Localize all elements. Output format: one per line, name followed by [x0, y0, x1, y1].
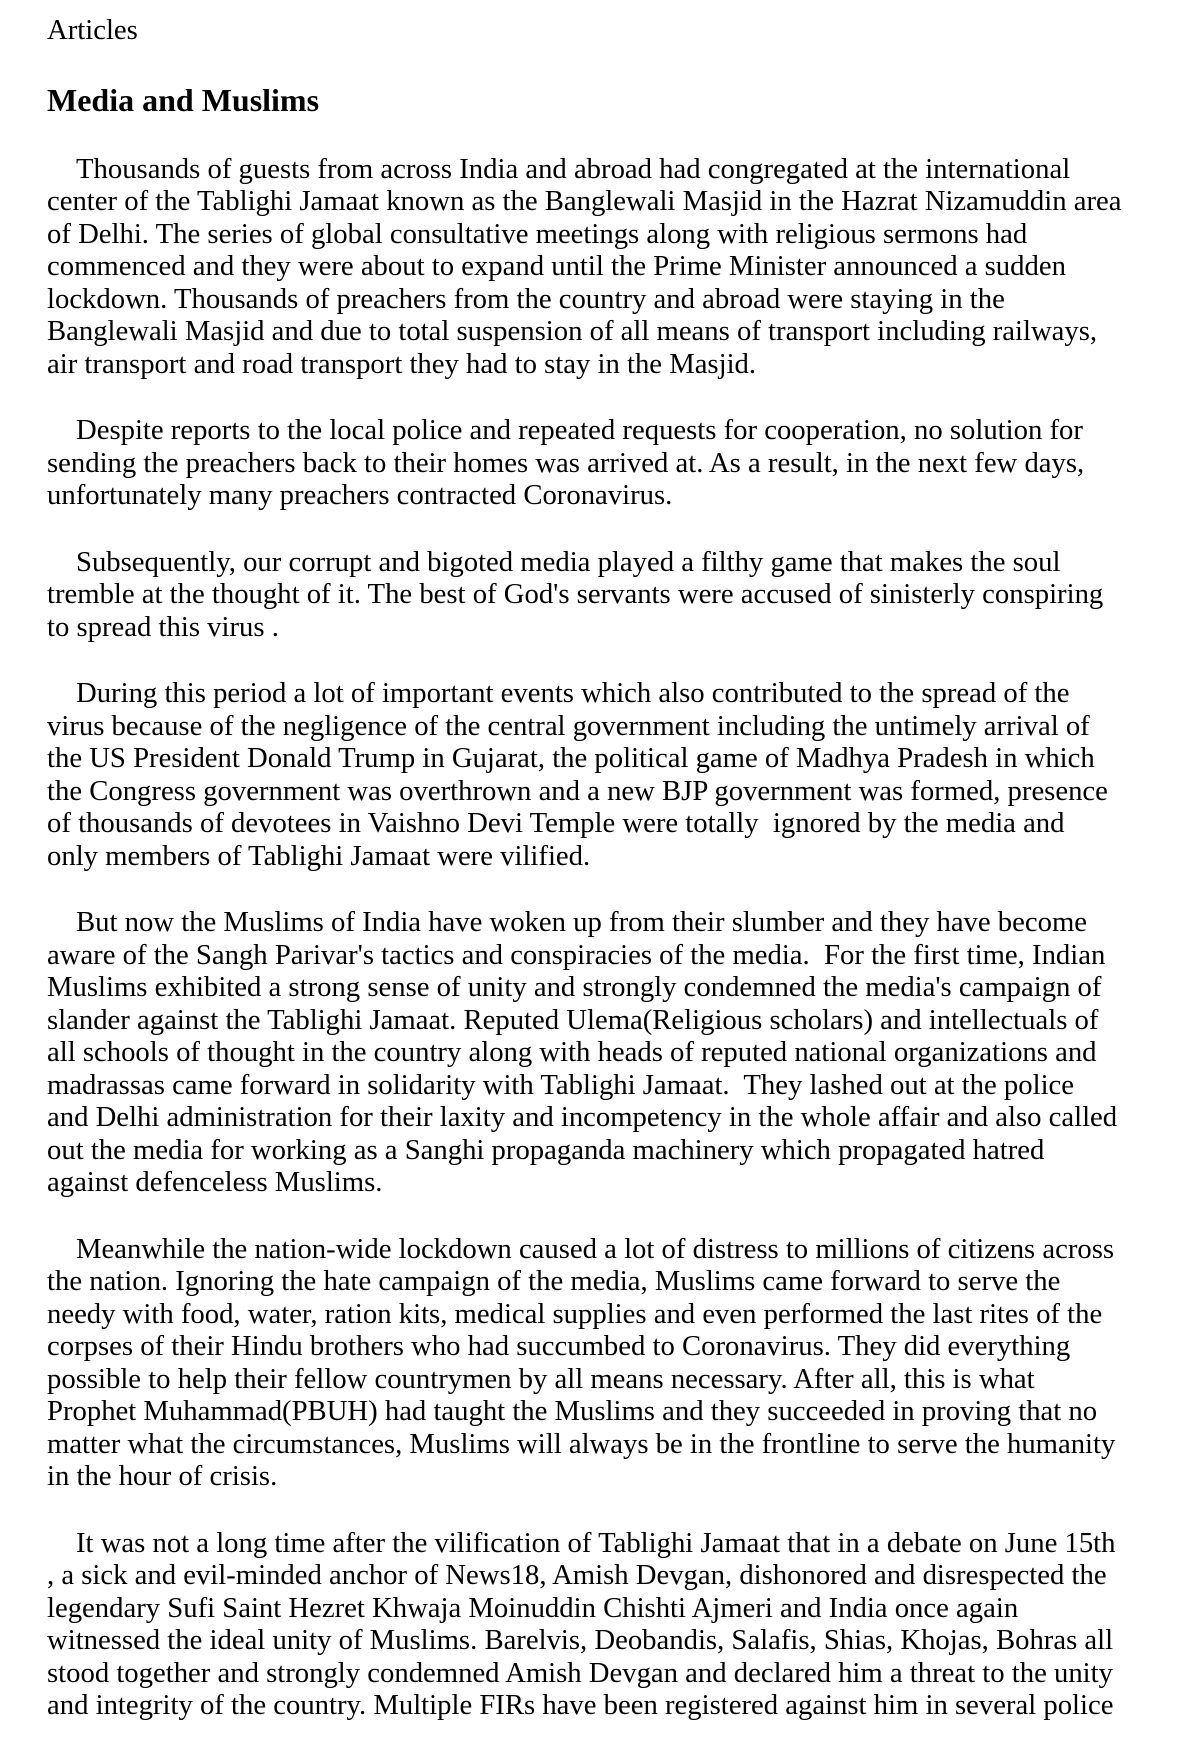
article-paragraph: It was not a long time after the vilification of Tablighi Jamaat that in a debate on June 15th , a sick and evil-minded anchor of News18, Amish Devgan, dishonored and disrespected the legendary Sufi Saint Hezret Khwaja Moinuddin Chishti Ajmeri and India once again witnessed the ideal unity of Muslims. Barelvis, Deobandis, Salafis, Shias, Khojas, Bohras all stood together and strongly condemned Amish Devgan and declared him a threat to the unity and integrity of the country. Multiple FIRs have been registered against him in several police	[47, 1526, 1123, 1721]
article-paragraph: But now the Muslims of India have woken up from their slumber and they have become aware of the Sangh Parivar's tactics and conspiracies of the media. For the first time, Indian Muslims exhibited a strong sense of unity and strongly condemned the media's campaign of slander against the Tablighi Jamaat. Reputed Ulema(Religious scholars) and intellectuals of all schools of thought in the country along with heads of reputed national organizations and madrassas came forward in solidarity with Tablighi Jamaat. They lashed out at the police and Delhi administration for their laxity and incompetency in the whole affair and also called out the media for working as a Sanghi propaganda machinery which propagated hatred against defenceless Muslims.	[47, 906, 1125, 1198]
article-paragraph: Despite reports to the local police and repeated requests for cooperation, no solution for sending the preachers back to their homes was arrived at. As a result, in the next few days, unfortunately many preachers contracted Coronavirus.	[47, 414, 1092, 511]
article-body	[47, 152, 1129, 1722]
section-label: Articles	[47, 14, 138, 46]
article-title: Media and Muslims	[47, 81, 320, 118]
article-paragraph: Subsequently, our corrupt and bigoted media played a filthy game that makes the soul tremble at the thought of it. The best of God's servants were accused of sinisterly conspiring to spread this virus .	[47, 545, 1111, 643]
article-paragraph: During this period a lot of important events which also contributed to the spread of the virus because of the negligence of the central government including the untimely arrival of the US President Donald Trump in Gujarat, the political game of Madhya Pradesh in which the Congress government was overthrown and a new BJP government was formed, presence of thousands of devotees in Vaishno Devi Temple were totally ignored by the media and only members of Tablighi Jamaat were vilified.	[47, 677, 1116, 872]
article-paragraph: Thousands of guests from across India and abroad had congregated at the international center of the Tablighi Jamaat known as the Banglewali Masjid in the Hazrat Nizamuddin area of Delhi. The series of global consultative meetings along with religious sermons had commenced and they were about to expand until the Prime Minister announced a sudden lockdown. Thousands of preachers from the country and abroad were staying in the Banglewali Masjid and due to total suspension of all means of transport including railways, air transport and road transport they had to stay in the Masjid.	[47, 152, 1129, 380]
article-paragraph: Meanwhile the nation-wide lockdown caused a lot of distress to millions of citizens across the nation. Ignoring the hate campaign of the media, Muslims came forward to serve the needy with food, water, ration kits, medical supplies and even performed the last rites of the corpses of their Hindu brothers who had succumbed to Coronavirus. They did everything possible to help their fellow countrymen by all means necessary. After all, this is what Prophet Muhammad(PBUH) had taught the Muslims and they succeeded in proving that no matter what the circumstances, Muslims will always be in the frontline to serve the humanity in the hour of crisis.	[47, 1232, 1123, 1492]
